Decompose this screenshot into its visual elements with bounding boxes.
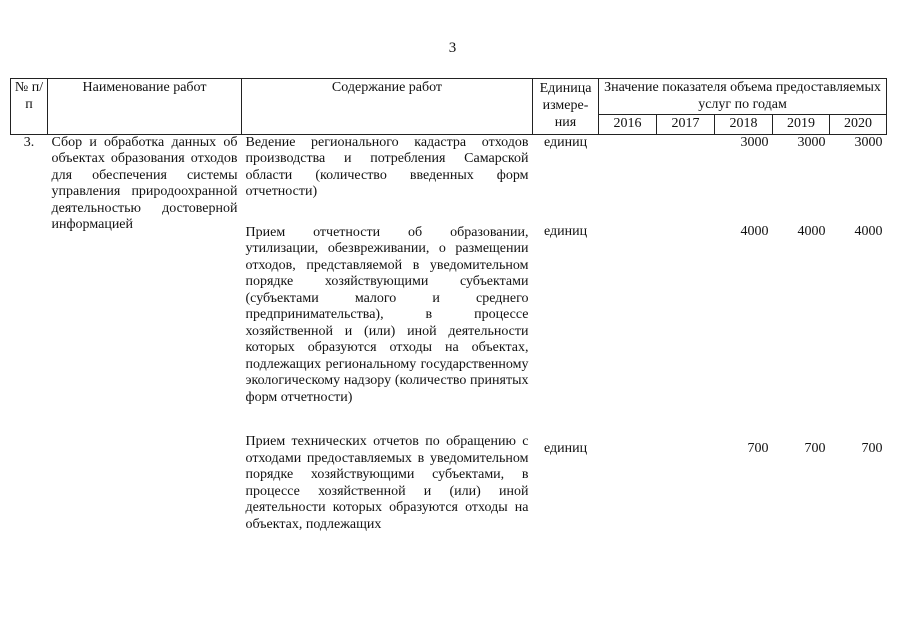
value-2018-3: 700 — [747, 440, 769, 456]
header-year-2016: 2016 — [599, 115, 657, 135]
header-value-group: Значение показателя объема предоставляемых услуг по годам — [599, 79, 887, 115]
header-unit: Единица измере- ния — [533, 79, 599, 135]
services-table — [10, 78, 887, 533]
work-name-text: Сбор и обработка данных об объектах образования отходов для обеспечения системы управления природоохранной деятельностью достоверной информацией — [51, 134, 238, 232]
value-2020-1: 3000 — [854, 134, 883, 150]
values-2020 — [830, 134, 887, 533]
row-number: 3. — [23, 134, 35, 150]
header-year-2018: 2018 — [715, 115, 773, 135]
values-2018 — [715, 134, 773, 533]
header-content: Содержание работ — [242, 79, 533, 135]
values-2017 — [657, 134, 715, 533]
value-2020-2: 4000 — [854, 224, 883, 239]
header-num: № п/п — [11, 79, 48, 135]
value-2018-1: 3000 — [740, 134, 769, 150]
work-name — [48, 134, 242, 533]
work-content-column — [242, 134, 533, 533]
unit-3: единиц — [543, 440, 588, 456]
header-year-2017: 2017 — [657, 115, 715, 135]
header-year-2019: 2019 — [773, 115, 830, 135]
value-2019-1: 3000 — [797, 134, 826, 150]
header-year-2020: 2020 — [830, 115, 887, 135]
work-content-2: Прием отчетности об образовании, утилизации, обезвреживании, о размещении отходов, представляемой в уведомительном порядке хозяйствующими субъектами (субъектами малого и среднего предпринимательства), в процессе хозяйственной и (или) иной деятельности которых образуются отходы на объектах, подлежащих региональному государственному экологическому надзору (количество принятых форм отчетности) — [245, 224, 529, 405]
header-name: Наименование работ — [48, 79, 242, 135]
values-2019 — [773, 134, 830, 533]
unit-3-spacer — [537, 241, 595, 441]
value-2020-3: 700 — [861, 440, 883, 456]
value-2018-2: 4000 — [740, 224, 769, 239]
value-2019-3: 700 — [804, 440, 826, 456]
unit-2: единиц — [543, 224, 588, 239]
work-content-1: Ведение регионального кадастра отходов производства и потребления Самарской области (количество введенных форм отчетности) — [245, 134, 529, 199]
unit-2-spacer — [537, 151, 595, 224]
unit-1: единиц — [543, 134, 588, 150]
page-number: 3 — [448, 40, 457, 56]
value-2019-2: 4000 — [797, 224, 826, 239]
table-row — [11, 134, 887, 533]
unit-column — [533, 134, 599, 533]
work-content-3: Прием технических отчетов по обращению с отходами предоставляемых в уведомительном порядке хозяйствующими субъектами, в процессе хозяйственной и (или) иной деятельности которых образуются отходы на объектах, подлежащих — [245, 434, 529, 532]
values-2016 — [599, 134, 657, 533]
